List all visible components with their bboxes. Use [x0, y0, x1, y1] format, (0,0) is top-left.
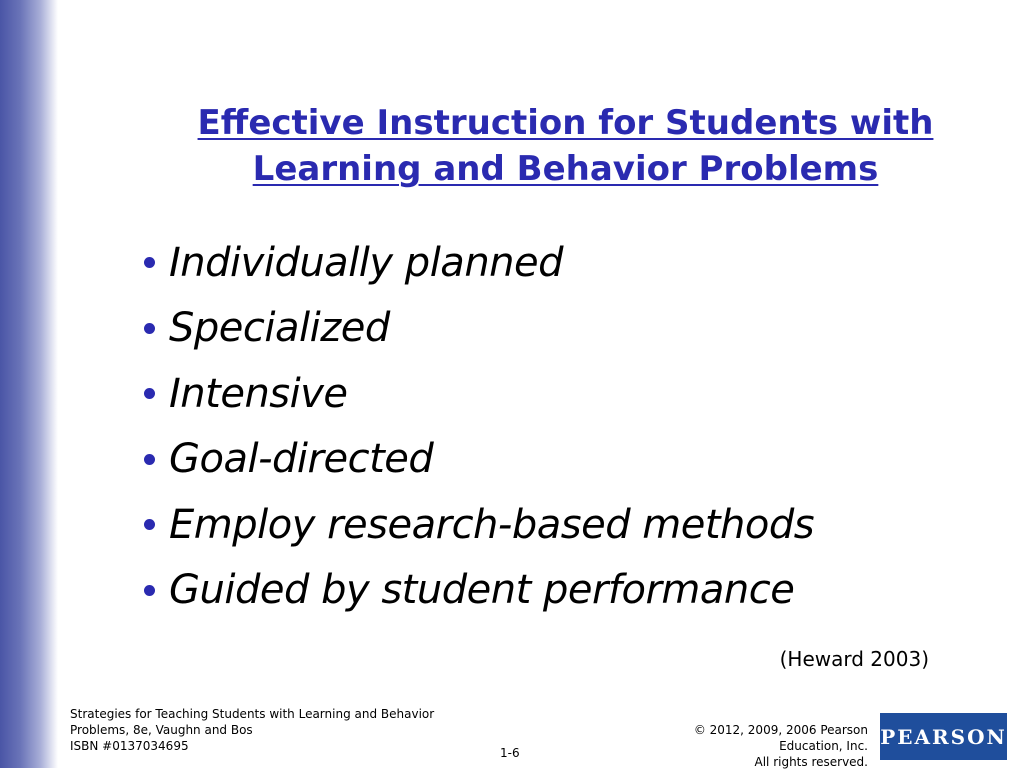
- bullet-text: Employ research-based methods: [169, 501, 815, 548]
- footer-book-line-3: ISBN #0137034695: [70, 739, 189, 753]
- citation: (Heward 2003): [779, 647, 929, 671]
- footer-copyright: [694, 722, 868, 770]
- bullet-item: [144, 492, 814, 558]
- bullet-text: Goal-directed: [169, 436, 434, 483]
- bullet-item: [144, 427, 814, 493]
- footer-book-line-1: Strategies for Teaching Students with Learning and Behavior: [70, 707, 435, 721]
- copyright-line-2: Education, Inc.: [779, 739, 868, 753]
- bullet-dot-icon: [144, 454, 155, 465]
- bullet-text: Guided by student performance: [169, 567, 795, 614]
- bullet-item: [144, 230, 814, 296]
- slide-title: [168, 100, 963, 192]
- bullet-text: Intensive: [169, 370, 348, 417]
- pearson-logo: [880, 713, 1007, 760]
- copyright-line-1: © 2012, 2009, 2006 Pearson: [693, 723, 868, 737]
- bullet-list: [144, 230, 814, 623]
- bullet-dot-icon: [144, 585, 155, 596]
- slide-title-line-1: Effective Instruction for Students with: [197, 103, 934, 143]
- side-gradient-bar: [0, 0, 58, 768]
- bullet-item: [144, 361, 814, 427]
- bullet-dot-icon: [144, 388, 155, 399]
- bullet-text: Specialized: [169, 305, 390, 352]
- bullet-dot-icon: [144, 257, 155, 268]
- bullet-dot-icon: [144, 519, 155, 530]
- bullet-item: [144, 558, 814, 624]
- bullet-text: Individually planned: [169, 239, 564, 286]
- bullet-dot-icon: [144, 323, 155, 334]
- slide-title-line-2: Learning and Behavior Problems: [252, 149, 879, 189]
- pearson-logo-text: PEARSON: [880, 724, 1007, 749]
- copyright-line-3: All rights reserved.: [754, 755, 868, 769]
- footer-book-info: [70, 706, 470, 754]
- footer-book-line-2: Problems, 8e, Vaughn and Bos: [70, 723, 253, 737]
- bullet-item: [144, 296, 814, 362]
- page-number: 1-6: [500, 746, 520, 760]
